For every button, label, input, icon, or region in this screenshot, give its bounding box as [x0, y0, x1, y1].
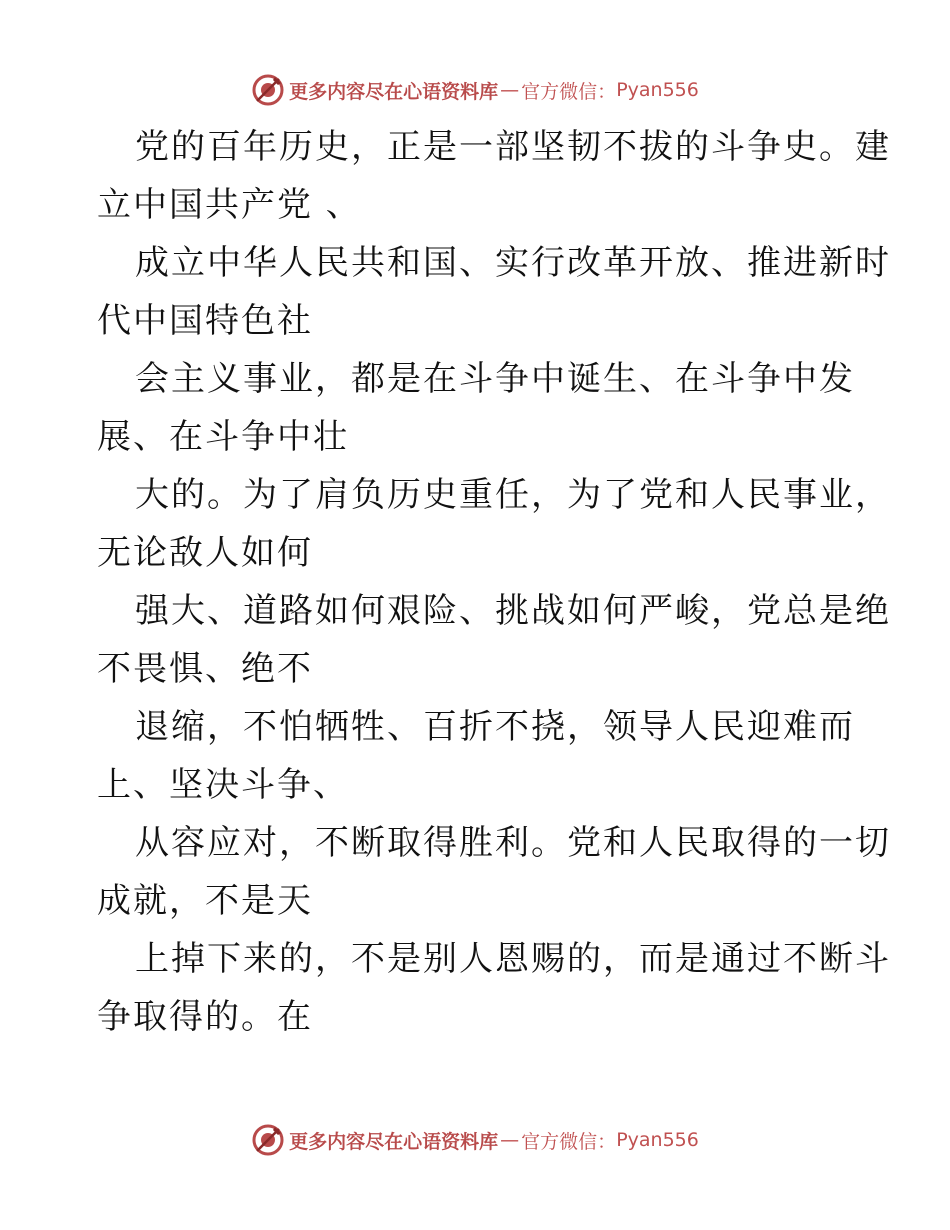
header-dash: —	[500, 79, 520, 101]
text-line: 党的百年历史，正是一部坚韧不拔的斗争史。建	[135, 127, 891, 167]
text-line: 不畏惧、绝不	[97, 649, 313, 689]
footer-dash: —	[500, 1129, 520, 1151]
text-line: 大的。为了肩负历史重任，为了党和人民事业，	[135, 475, 891, 515]
text-line: 会主义事业，都是在斗争中诞生、在斗争中发	[135, 359, 855, 399]
text-line: 上掉下来的，不是别人恩赐的，而是通过不断斗	[135, 939, 891, 979]
text-line: 强大、道路如何艰险、挑战如何严峻，党总是绝	[135, 591, 891, 631]
text-line: 成就，不是天	[97, 881, 313, 921]
text-line: 退缩，不怕牺牲、百折不挠，领导人民迎难而	[135, 707, 855, 747]
text-line: 无论敌人如何	[97, 533, 313, 573]
footer-wechat-label: 官方微信：	[521, 1130, 617, 1153]
text-line: 上、坚决斗争、	[97, 765, 349, 805]
footer-brand-text: 更多内容尽在心语资料库	[289, 1130, 499, 1153]
header-wechat-label: 官方微信：	[521, 80, 617, 103]
footer-wechat-id: Pyan556	[616, 1129, 699, 1151]
header-brand-text: 更多内容尽在心语资料库	[289, 80, 499, 103]
brand-logo-icon	[251, 1123, 285, 1157]
text-line: 代中国特色社	[97, 301, 313, 341]
text-line: 从容应对，不断取得胜利。党和人民取得的一切	[135, 823, 891, 863]
text-line: 展、在斗争中壮	[97, 417, 349, 457]
brand-logo-icon	[251, 73, 285, 107]
footer-banner	[0, 1120, 950, 1160]
header-banner	[0, 70, 950, 110]
text-line: 成立中华人民共和国、实行改革开放、推进新时	[135, 243, 891, 283]
header-wechat-id: Pyan556	[616, 79, 699, 101]
text-line: 争取得的。在	[97, 997, 313, 1037]
document-body	[97, 118, 891, 1046]
text-line: 立中国共产党 、	[97, 185, 362, 225]
